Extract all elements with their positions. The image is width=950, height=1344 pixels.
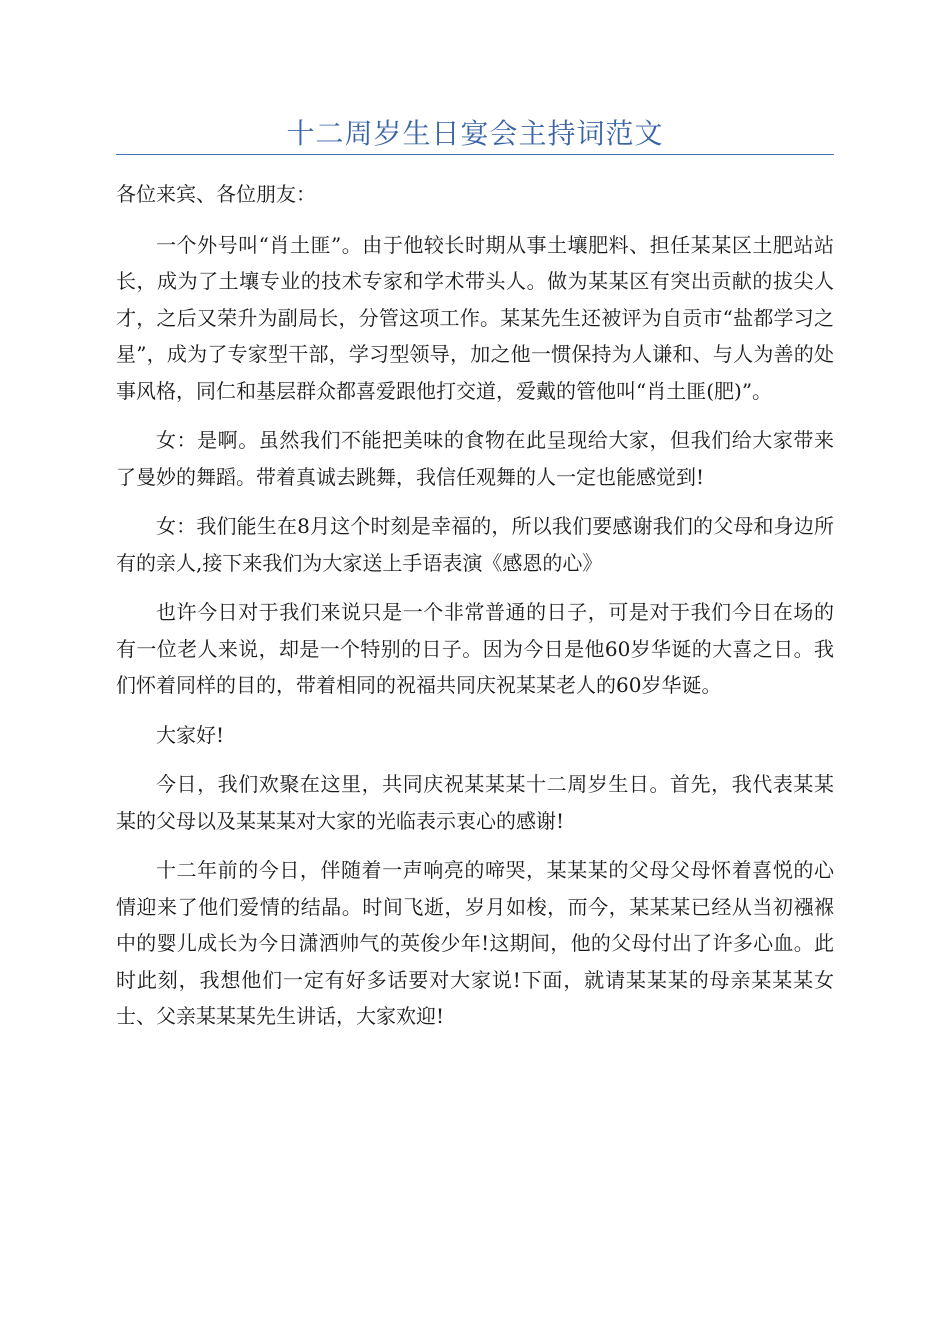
document-title: 十二周岁生日宴会主持词范文 bbox=[286, 117, 664, 150]
body-paragraph: 十二年前的今日，伴随着一声响亮的啼哭，某某某的父母父母怀着喜悦的心情迎来了他们爱情的结晶。时间飞逝，岁月如梭，而今，某某某已经从当初襁褓中的婴儿成长为今日潇洒帅气的英俊少年!这期间，他的父母付出了许多心血。此时此刻，我想他们一定有好多话要对大家说!下面，就请某某某的母亲某某某女士、父亲某某某先生讲话，大家欢迎! bbox=[116, 858, 834, 1028]
body-paragraph: 也许今日对于我们来说只是一个非常普通的日子，可是对于我们今日在场的有一位老人来说，却是一个特别的日子。因为今日是他60岁华诞的大喜之日。我们怀着同样的目的，带着相同的祝福共同庆祝某某老人的60岁华诞。 bbox=[116, 600, 834, 697]
body-paragraph: 今日，我们欢聚在这里，共同庆祝某某某十二周岁生日。首先，我代表某某某的父母以及某某某对大家的光临表示衷心的感谢! bbox=[116, 772, 834, 833]
body-paragraph: 女：是啊。虽然我们不能把美味的食物在此呈现给大家，但我们给大家带来了曼妙的舞蹈。带着真诚去跳舞，我信任观舞的人一定也能感觉到! bbox=[116, 428, 834, 489]
body-paragraph: 一个外号叫“肖土匪”。由于他较长时期从事土壤肥料、担任某某区土肥站站长，成为了土壤专业的技术专家和学术带头人。做为某某区有突出贡献的拔尖人才，之后又荣升为副局长，分管这项工作。某某先生还被评为自贡市“盐都学习之星”，成为了专家型干部，学习型领导，加之他一惯保持为人谦和、与人为善的处事风格，同仁和基层群众都喜爱跟他打交道，爱戴的管他叫“肖土匪(肥)”。 bbox=[116, 232, 834, 403]
body-paragraph: 女：我们能生在8月这个时刻是幸福的，所以我们要感谢我们的父母和身边所有的亲人,接下来我们为大家送上手语表演《感恩的心》 bbox=[116, 514, 834, 575]
salutation-paragraph: 各位来宾、各位朋友： bbox=[116, 182, 316, 206]
document-body bbox=[116, 176, 834, 1048]
body-paragraph: 大家好! bbox=[156, 722, 225, 747]
title-underline bbox=[116, 154, 834, 155]
